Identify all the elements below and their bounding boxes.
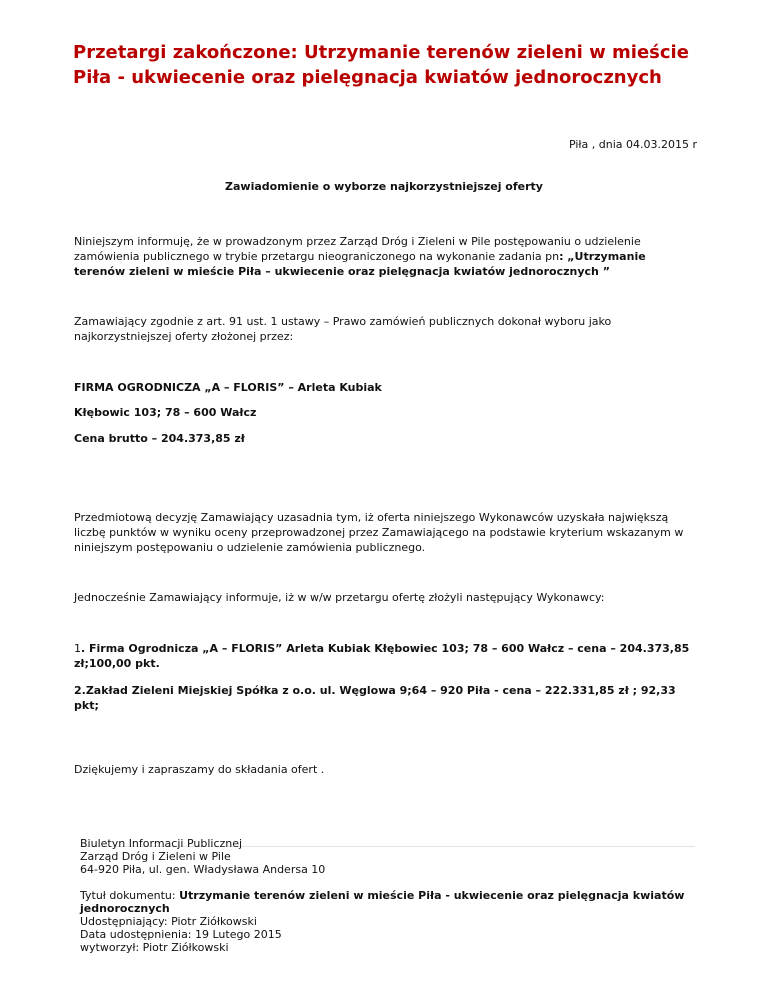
footer-shared-date: Data udostępnienia: 19 Lutego 2015: [80, 928, 282, 941]
footer-organization: [80, 837, 695, 876]
notice-heading: Zawiadomienie o wyborze najkorzystniejszej oferty: [225, 180, 543, 193]
closing-text: Dziękujemy i zapraszamy do składania ofert .: [74, 763, 325, 776]
selection-paragraph: Zamawiający zgodnie z art. 91 ust. 1 ustawy – Prawo zamówień publicznych dokonał wyboru jako najkorzystniejszej oferty złożonej przez:: [74, 315, 612, 343]
bidder-item-1: [74, 641, 694, 671]
task-name: : „Utrzymanie terenów zieleni w mieście Piła – ukwiecenie oraz pielęgnacja kwiatów jednorocznych ”: [74, 250, 646, 278]
bidder-number: 1: [74, 642, 81, 655]
bidder-text: . Firma Ogrodnicza „A – FLORIS” Arleta Kubiak Kłębowiec 103; 78 – 600 Wałcz – cena – 204.373,85 zł;100,00 pkt.: [74, 642, 690, 670]
doc-title-value: Utrzymanie terenów zieleni w mieście Piła - ukwiecenie oraz pielęgnacja kwiatów jednorocznych: [80, 889, 685, 915]
footer-org-line-3: 64-920 Piła, ul. gen. Władysława Andersa 10: [80, 863, 326, 876]
intro-paragraph: [74, 234, 694, 279]
intro-text: Niniejszym informuję, że w prowadzonym przez Zarząd Dróg i Zieleni w Pile postępowaniu o udzielenie zamówienia publicznego w trybie przetargu nieograniczonego na wykonanie zadania pn: [74, 235, 641, 263]
winner-name: FIRMA OGRODNICZA „A – FLORIS” – Arleta Kubiak: [74, 381, 382, 394]
footer-doc-title: [80, 889, 695, 915]
footer-created-by: wytworzył: Piotr Ziółkowski: [80, 941, 229, 954]
winner-address: Kłębowic 103; 78 – 600 Wałcz: [74, 406, 257, 419]
date-line: Piła , dnia 04.03.2015 r: [568, 138, 697, 151]
footer-org-line-1: Biuletyn Informacji Publicznej: [80, 837, 243, 850]
footer-document-info: [80, 889, 695, 954]
footer-shared-by: Udostępniający: Piotr Ziółkowski: [80, 915, 257, 928]
bidder-item-2: 2.Zakład Zieleni Miejskiej Spółka z o.o. ul. Węglowa 9;64 – 920 Piła - cena – 222.331,85 zł ; 92,33 pkt;: [74, 684, 676, 712]
doc-title-label: Tytuł dokumentu:: [80, 889, 176, 902]
footer-org-line-2: Zarząd Dróg i Zieleni w Pile: [80, 850, 231, 863]
winner-price: Cena brutto – 204.373,85 zł: [74, 432, 245, 445]
justification-paragraph: Przedmiotową decyzję Zamawiający uzasadnia tym, iż oferta niniejszego Wykonawców uzyskała największą liczbę punktów w wyniku oceny przeprowadzonej przez Zamawiającego na podstawie kryterium wskazanym w niniejszym postępowaniu o udzielenie zamówienia publicznego.: [74, 511, 684, 554]
page-title: Przetargi zakończone: Utrzymanie terenów zieleni w mieście Piła - ukwiecenie oraz pielęgnacja kwiatów jednorocznych: [73, 42, 689, 88]
bidders-intro: Jednocześnie Zamawiający informuje, iż w w/w przetargu ofertę złożyli następujący Wykonawcy:: [74, 591, 605, 604]
